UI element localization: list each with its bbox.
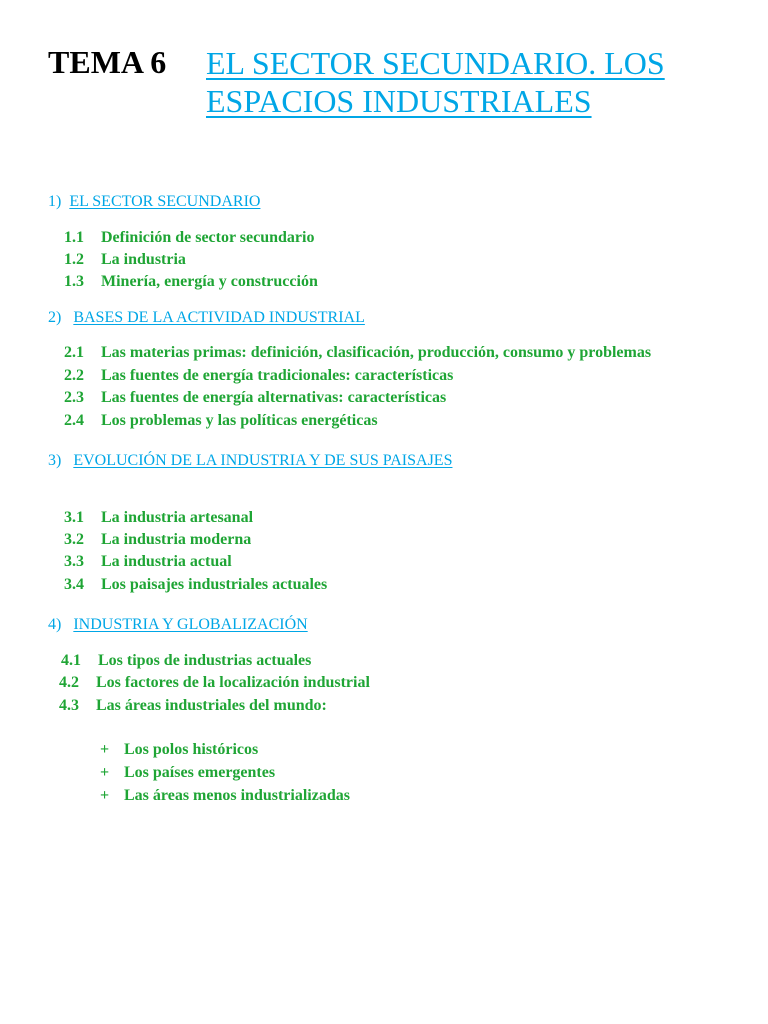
section-heading-3 — [48, 452, 452, 470]
item-number: 4.3 — [59, 697, 79, 714]
section-title: EL SECTOR SECUNDARIO — [69, 193, 261, 210]
item-number: 2.1 — [64, 344, 84, 361]
item-number: 1.3 — [64, 273, 84, 290]
list-item — [64, 367, 453, 385]
list-item — [64, 412, 378, 430]
tema-title — [206, 44, 746, 120]
list-item — [64, 553, 232, 571]
bullet-symbol: + — [100, 764, 110, 781]
section-heading-4 — [48, 616, 308, 634]
section-number: 1) — [48, 193, 62, 210]
item-text: Minería, energía y construcción — [101, 273, 318, 290]
bullet-text: Las áreas menos industrializadas — [124, 787, 350, 804]
bullet-symbol: + — [100, 741, 110, 758]
section-heading-1 — [48, 193, 260, 211]
item-number: 1.2 — [64, 251, 84, 268]
item-text: Definición de sector secundario — [101, 229, 315, 246]
item-text: Los problemas y las políticas energéticas — [101, 412, 378, 429]
section-heading-2 — [48, 309, 365, 327]
item-number: 3.4 — [64, 576, 84, 593]
section-title: EVOLUCIÓN DE LA INDUSTRIA Y DE SUS PAISAJES — [73, 452, 453, 469]
item-number: 3.2 — [64, 531, 84, 548]
item-number: 3.1 — [64, 509, 84, 526]
item-number: 2.3 — [64, 389, 84, 406]
tema-title-line-1: EL SECTOR SECUNDARIO. LOS — [206, 45, 665, 81]
section-number: 2) — [48, 309, 62, 326]
item-text: Las fuentes de energía alternativas: características — [101, 389, 447, 406]
section-number: 4) — [48, 616, 62, 633]
item-text: La industria moderna — [101, 531, 252, 548]
item-text: Los paisajes industriales actuales — [101, 576, 328, 593]
list-item — [64, 509, 253, 527]
item-number: 2.4 — [64, 412, 84, 429]
item-text: Las materias primas: definición, clasificación, producción, consumo y problemas — [101, 344, 652, 361]
list-item — [64, 344, 651, 362]
list-item — [64, 251, 186, 269]
item-text: Los tipos de industrias actuales — [98, 652, 312, 669]
item-text: La industria — [101, 251, 186, 268]
bullet-text: Los países emergentes — [124, 764, 276, 781]
list-item — [59, 674, 370, 692]
list-item — [61, 652, 311, 670]
section-title: INDUSTRIA Y GLOBALIZACIÓN — [73, 616, 308, 633]
bullet-item — [100, 787, 350, 805]
item-number: 4.2 — [59, 674, 79, 691]
item-text: Las áreas industriales del mundo: — [96, 697, 327, 714]
section-title: BASES DE LA ACTIVIDAD INDUSTRIAL — [73, 309, 365, 326]
tema-label: TEMA 6 — [48, 44, 167, 80]
item-text: Los factores de la localización industrial — [96, 674, 370, 691]
bullet-item — [100, 741, 258, 759]
item-text: Las fuentes de energía tradicionales: características — [101, 367, 454, 384]
list-item — [64, 229, 314, 247]
bullet-item — [100, 764, 275, 782]
bullet-text: Los polos históricos — [124, 741, 259, 758]
list-item — [64, 389, 446, 407]
item-text: La industria artesanal — [101, 509, 254, 526]
list-item — [64, 273, 318, 291]
tema-title-line-2: ESPACIOS INDUSTRIALES — [206, 83, 592, 119]
list-item — [64, 531, 251, 549]
list-item — [64, 576, 327, 594]
item-number: 2.2 — [64, 367, 84, 384]
item-text: La industria actual — [101, 553, 232, 570]
section-number: 3) — [48, 452, 62, 469]
bullet-symbol: + — [100, 787, 110, 804]
item-number: 4.1 — [61, 652, 81, 669]
list-item — [59, 697, 327, 715]
item-number: 3.3 — [64, 553, 84, 570]
item-number: 1.1 — [64, 229, 84, 246]
